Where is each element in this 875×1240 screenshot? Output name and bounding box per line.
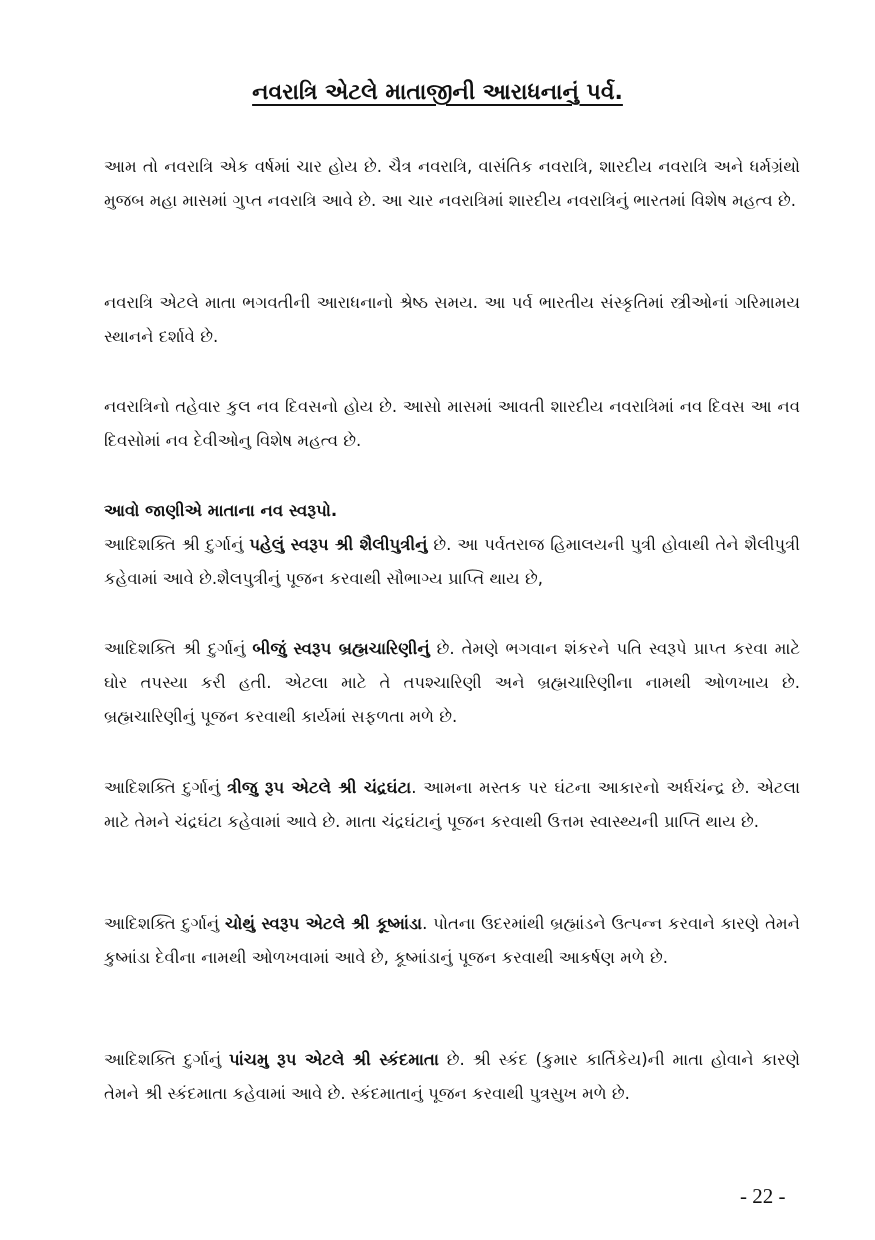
form-paragraph-1: [104, 528, 800, 596]
form-paragraph-4: [104, 907, 800, 975]
form-3-bold: ત્રીજુ રૂપ એટલે શ્રી ચંદ્રઘંટા: [226, 778, 412, 797]
section-heading: આવો જાણીએ માતાના નવ સ્વરૂપો.: [104, 501, 338, 520]
form-1-bold: પહેલું સ્વરૂપ શ્રી શૈલીપુત્રીનું: [249, 535, 428, 554]
form-4-suffix: . પોતના ઉદરમાંથી બ્રહ્માંડને ઉત્પન્ન કરવાને કારણે તેમને કુષ્માંડા દેવીના નામથી ઓળખવામાં આવે છે, કૂષ્માંડાનું પૂજન કરવાથી આકર્ષણ મળે છે.: [104, 914, 800, 967]
page-title: [0, 80, 875, 105]
intro-paragraph-1: આમ તો નવરાત્રિ એક વર્ષમાં ચાર હોય છે. ચૈત્ર નવરાત્રિ, વાસંતિક નવરાત્રિ, શારદીય નવરાત્રિ અને ધર્મગ્રંથો મુજબ મહા માસમાં ગુપ્ત નવરાત્રિ આવે છે. આ ચાર નવરાત્રિમાં શારદીય નવરાત્રિનું ભારતમાં વિશેષ મહત્વ છે.: [104, 157, 800, 210]
form-4-bold: ચોથું સ્વરૂપ એટલે શ્રી કૂષ્માંડા: [225, 914, 423, 933]
form-2-bold: બીજું સ્વરૂપ બ્રહ્મચારિણીનું: [252, 639, 430, 658]
title-text: નવરાત્રિ એટલે માતાજીની આરાધનાનું પર્વ.: [252, 80, 623, 105]
form-2-suffix: છે. તેમણે ભગવાન શંકરને પતિ સ્વરૂપે પ્રાપ્ત કરવા માટે ઘોર તપસ્યા કરી હતી. એટલા માટે તે તપશ્ચારિણી અને બ્રહ્મચારિણીના નામથી ઓળખાય છે. બ્રહ્મચારિણીનું પૂજન કરવાથી કાર્યમાં સફળતા મળે છે.: [104, 639, 801, 726]
form-3-suffix: . આમના મસ્તક પર ઘંટના આકારનો અર્ધચંન્દ્ર છે. એટલા માટે તેમને ચંદ્રઘંટા કહેવામાં આવે છે. માતા ચંદ્રઘંટાનું પૂજન કરવાથી ઉત્તમ સ્વાસ્થ્યની પ્રાપ્તિ થાય છે.: [104, 778, 800, 831]
form-5-suffix: છે. શ્રી સ્કંદ (કુમાર કાર્તિકેય)ની માતા હોવાને કારણે તેમને શ્રી સ્કંદમાતા કહેવામાં આવે છે. સ્કંદમાતાનું પૂજન કરવાથી પુત્રસુખ મળે છે.: [104, 1050, 800, 1103]
form-paragraph-5: [104, 1043, 800, 1111]
form-5-bold: પાંચમુ રૂપ એટલે શ્રી સ્કંદમાતા: [229, 1050, 439, 1069]
form-1-prefix: આદિશક્તિ શ્રી દુર્ગાનું: [104, 535, 250, 554]
form-paragraph-2: [104, 632, 800, 734]
intro-paragraph-3: નવરાત્રિનો તહેવાર કુલ નવ દિવસનો હોય છે. આસો માસમાં આવતી શારદીય નવરાત્રિમાં નવ દિવસ આ નવ દિવસોમાં નવ દેવીઓનુ વિશેષ મહત્વ છે.: [104, 397, 800, 450]
form-1-suffix: છે. આ પર્વતરાજ હિમાલયની પુત્રી હોવાથી તેને શૈલીપુત્રી કહેવામાં આવે છે.શૈલપુત્રીનું પૂજન કરવાથી સૌભાગ્ય પ્રાપ્તિ થાય છે,: [104, 535, 801, 588]
intro-paragraph-2: નવરાત્રિ એટલે માતા ભગવતીની આરાધનાનો શ્રેષ્ઠ સમય. આ પર્વ ભારતીય સંસ્કૃતિમાં સ્ત્રીઓનાં ગરિમામય સ્થાનને દર્શાવે છે.: [104, 293, 800, 346]
form-paragraph-3: [104, 771, 800, 839]
page-number: - 22 -: [740, 1184, 786, 1208]
form-4-prefix: આદિશક્તિ દુર્ગાનું: [104, 914, 226, 933]
form-2-prefix: આદિશક્તિ શ્રી દુર્ગાનું: [104, 639, 253, 658]
form-3-prefix: આદિશક્તિ દુર્ગાનું: [104, 778, 227, 797]
form-5-prefix: આદિશક્તિ દુર્ગાનું: [104, 1050, 230, 1069]
